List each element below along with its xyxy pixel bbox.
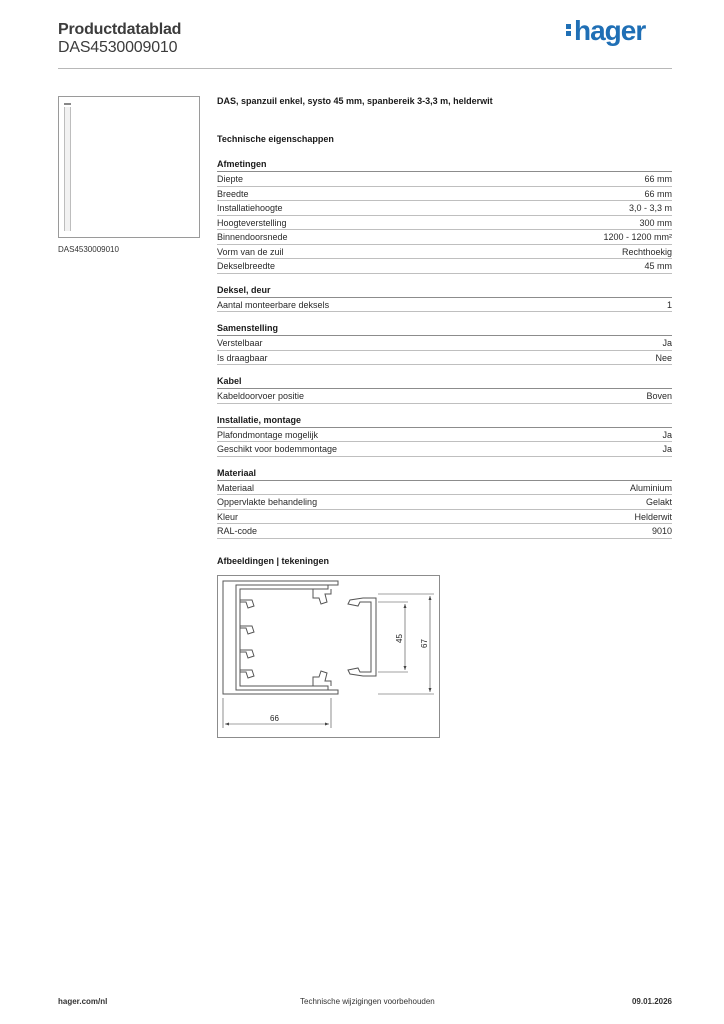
pole-rail-icon (64, 107, 71, 231)
hager-logo[interactable] (566, 15, 645, 47)
property-group (217, 375, 672, 404)
property-groups (217, 158, 672, 539)
property-label: Plafondmontage mogelijk (217, 429, 319, 440)
property-row (217, 442, 672, 457)
property-value: Boven (646, 391, 672, 401)
property-label: RAL-code (217, 526, 258, 536)
group-title: Installatie, montage (217, 414, 672, 428)
property-value: Nee (655, 352, 672, 363)
clip-bottom-right (313, 671, 331, 686)
page-title: Productdatablad (58, 21, 182, 38)
property-label: Aantal monteerbare deksels (217, 299, 330, 310)
clip-top-right (313, 589, 331, 604)
property-row (217, 259, 672, 274)
profile-drawing-svg (218, 576, 441, 739)
property-row (217, 389, 672, 404)
technical-drawing (217, 575, 440, 738)
property-value: Ja (662, 429, 672, 440)
property-row (217, 495, 672, 510)
section-heading: Technische eigenschappen (217, 134, 334, 144)
property-value: 45 mm (644, 261, 672, 271)
rail-cap-icon (64, 103, 71, 105)
property-row (217, 428, 672, 443)
image-caption: DAS4530009010 (58, 245, 119, 254)
drawings-heading: Afbeeldingen | tekeningen (217, 556, 330, 566)
property-label: Breedte (217, 188, 249, 199)
property-value: 1200 - 1200 mm² (603, 232, 672, 242)
footer-website-link[interactable]: hager.com/nl (58, 997, 108, 1006)
group-title: Samenstelling (217, 322, 672, 336)
product-title: DAS, spanzuil enkel, systo 45 mm, spanbereik 3-3,3 m, helderwit (217, 96, 493, 106)
property-row (217, 298, 672, 313)
group-title: Kabel (217, 375, 672, 389)
clip-left-3 (240, 650, 254, 658)
property-row (217, 216, 672, 231)
property-label: Hoogteverstelling (217, 217, 287, 228)
product-image (58, 96, 200, 238)
property-value: Rechthoekig (621, 246, 672, 257)
property-value: 66 mm (644, 188, 672, 199)
product-code: DAS4530009010 (58, 39, 178, 56)
property-group (217, 322, 672, 365)
property-value: 9010 (651, 526, 672, 536)
property-label: Installatiehoogte (217, 203, 283, 213)
property-group (217, 158, 672, 274)
property-row (217, 524, 672, 539)
property-label: Dekselbreedte (217, 261, 276, 271)
property-row (217, 510, 672, 525)
dim-width-label: 66 (270, 714, 279, 723)
property-label: Materiaal (217, 482, 255, 493)
property-label: Verstelbaar (217, 338, 263, 348)
property-row (217, 351, 672, 366)
property-row (217, 187, 672, 202)
property-value: 300 mm (639, 217, 672, 228)
property-value: 3,0 - 3,3 m (628, 203, 672, 213)
clip-left-1 (240, 600, 254, 608)
group-title: Deksel, deur (217, 284, 672, 298)
property-row (217, 172, 672, 187)
clip-left-4 (240, 670, 254, 678)
property-label: Geschikt voor bodemmontage (217, 444, 338, 454)
property-value: 1 (666, 299, 672, 310)
property-label: Vorm van de zuil (217, 246, 284, 257)
logo-dots-icon (566, 22, 571, 38)
property-group (217, 467, 672, 539)
footer-notice: Technische wijzigingen voorbehouden (300, 997, 435, 1006)
property-value: Aluminium (629, 482, 672, 493)
property-row (217, 201, 672, 216)
footer-date: 09.01.2026 (631, 997, 672, 1006)
group-title: Materiaal (217, 467, 672, 481)
property-value: Gelakt (645, 497, 672, 507)
property-label: Diepte (217, 174, 244, 184)
property-row (217, 336, 672, 351)
property-row (217, 230, 672, 245)
main-content (217, 94, 672, 549)
property-value: Ja (662, 338, 672, 348)
property-label: Is draagbaar (217, 352, 268, 363)
property-label: Kabeldoorvoer positie (217, 391, 305, 401)
clip-left-2 (240, 626, 254, 634)
dim-height-label: 67 (420, 639, 429, 648)
property-label: Kleur (217, 511, 239, 522)
property-group (217, 414, 672, 457)
cover-profile (348, 598, 376, 676)
property-value: Ja (662, 444, 672, 454)
property-row (217, 481, 672, 496)
logo-text: hager (574, 15, 646, 46)
property-value: 66 mm (644, 174, 672, 184)
property-value: Helderwit (634, 511, 672, 522)
property-group (217, 284, 672, 313)
property-label: Oppervlakte behandeling (217, 497, 318, 507)
property-label: Binnendoorsnede (217, 232, 288, 242)
dim-cover-label: 45 (395, 634, 404, 643)
profile-top-wall (236, 585, 328, 690)
property-row (217, 245, 672, 260)
header-divider (58, 68, 672, 69)
group-title: Afmetingen (217, 158, 672, 172)
